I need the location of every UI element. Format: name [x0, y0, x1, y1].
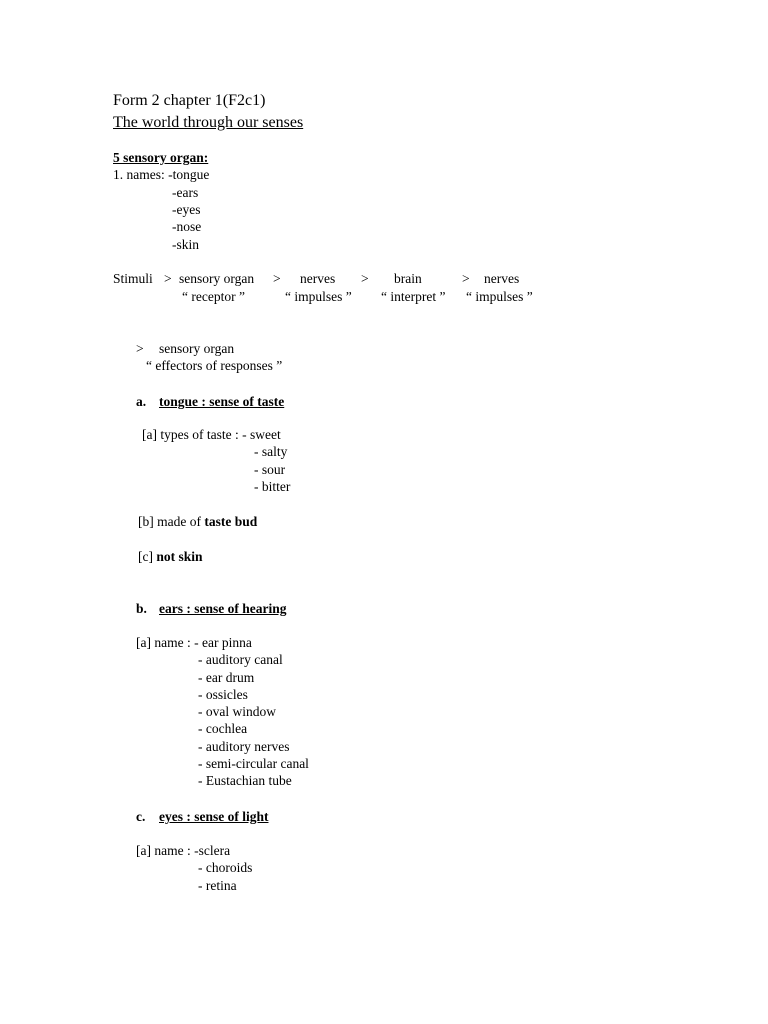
ear-part: - auditory canal [198, 652, 283, 667]
ear-part: - ossicles [198, 687, 248, 702]
section-letter: c. [136, 809, 146, 824]
flow-note: “ impulses ” [466, 289, 533, 304]
ear-part: - cochlea [198, 721, 248, 736]
ear-part: - Eustachian tube [198, 773, 292, 788]
not-skin-term: not skin [156, 549, 203, 564]
flow-step: Stimuli [113, 271, 153, 286]
taste-type: - bitter [254, 479, 291, 494]
taste-type: - sour [254, 462, 286, 477]
flow-note: “ interpret ” [381, 289, 446, 304]
eyes-heading: eyes : sense of light [159, 809, 269, 824]
flow-note: “ impulses ” [285, 289, 352, 304]
ear-part: - oval window [198, 704, 276, 719]
eye-name-label: [a] name : -sclera [136, 843, 231, 858]
organ-name: -nose [172, 219, 202, 234]
made-of-prefix: [b] made of [138, 514, 205, 529]
document-subtitle: The world through our senses [113, 114, 304, 131]
flow-step: sensory organ [179, 271, 255, 286]
organ-name: -ears [172, 185, 199, 200]
ear-name-label: [a] name : - ear pinna [136, 635, 252, 650]
flow-arrow: > [164, 271, 172, 286]
eye-part: - retina [198, 878, 237, 893]
not-skin-line [138, 548, 203, 565]
organ-name: -skin [172, 237, 199, 252]
section-letter: b. [136, 601, 147, 616]
flow-step: sensory organ [159, 341, 235, 356]
flow-step: brain [394, 271, 422, 286]
flow-note: “ effectors of responses ” [146, 358, 283, 373]
flow-arrow: > [136, 341, 144, 356]
flow-arrow: > [361, 271, 369, 286]
organ-name: -eyes [172, 202, 201, 217]
document-title: Form 2 chapter 1(F2c1) [113, 92, 266, 109]
taste-type: - salty [254, 444, 288, 459]
ear-part: - semi-circular canal [198, 756, 309, 771]
c-prefix: [c] [138, 549, 157, 564]
eye-part: - choroids [198, 860, 253, 875]
ears-heading: ears : sense of hearing [159, 601, 287, 616]
taste-bud-term: taste bud [204, 514, 258, 529]
ear-part: - ear drum [198, 670, 255, 685]
flow-step: nerves [300, 271, 336, 286]
tongue-heading: tongue : sense of taste [159, 394, 285, 409]
taste-types-label: [a] types of taste : - sweet [142, 427, 281, 442]
section-letter: a. [136, 394, 147, 409]
ear-part: - auditory nerves [198, 739, 290, 754]
flow-note: “ receptor ” [182, 289, 245, 304]
flow-arrow: > [462, 271, 470, 286]
names-label: 1. names: -tongue [113, 167, 210, 182]
flow-arrow: > [273, 271, 281, 286]
flow-step: nerves [484, 271, 520, 286]
made-of-line [138, 513, 257, 530]
sensory-organ-heading: 5 sensory organ: [113, 150, 209, 165]
